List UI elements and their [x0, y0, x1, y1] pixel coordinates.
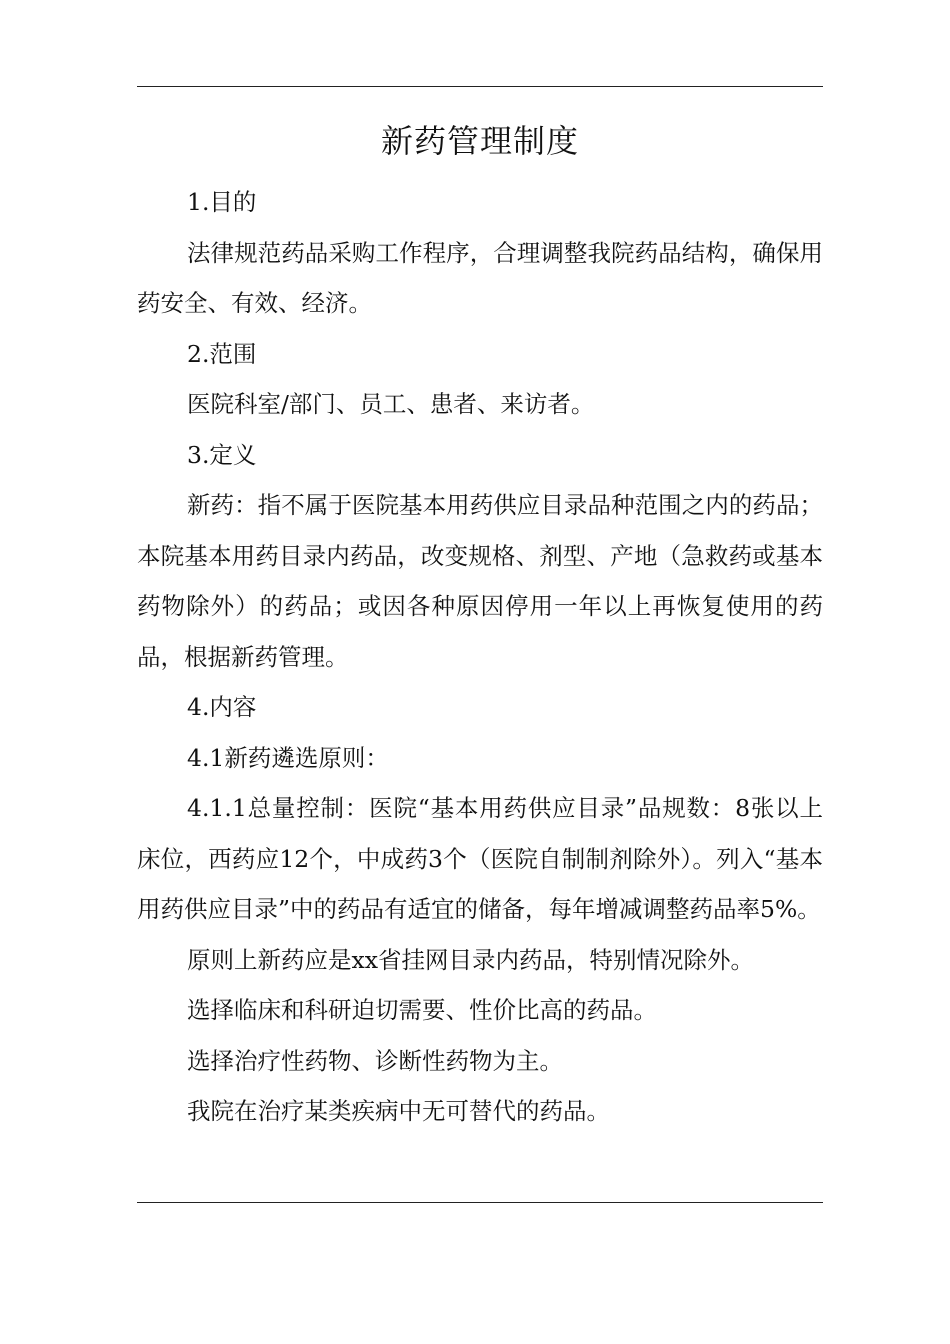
paragraph-clinical-need: 选择临床和科研迫切需要、性价比高的药品。	[187, 996, 657, 1024]
section-heading-definition: 3.定义	[187, 440, 257, 469]
paragraph-total-control: 4.1.1总量控制：医院“基本用药供应目录”品规数：8张以上床位，西药应12个，中成药3个（医院自制制剂除外）。列入“基本用药供应目录”中的药品有适宜的储备，每年增减调整药品率5%。	[137, 794, 823, 923]
paragraph-therapeutic: 选择治疗性药物、诊断性药物为主。	[187, 1046, 563, 1075]
paragraph-principle: 原则上新药应是xx省挂网目录内药品，特别情况除外。	[187, 945, 755, 974]
section-heading-purpose: 1.目的	[187, 188, 257, 216]
header-rule	[137, 86, 823, 87]
document-title: 新药管理制度	[380, 122, 579, 160]
footer-rule	[137, 1202, 823, 1203]
paragraph-irreplaceable: 我院在治疗某类疾病中无可替代的药品。	[187, 1097, 610, 1125]
paragraph-definition: 新药：指不属于医院基本用药供应目录品种范围之内的药品；本院基本用药目录内药品，改变规格、剂型、产地（急救药或基本药物除外）的药品；或因各种原因停用一年以上再恢复使用的药品，根据新药管理。	[137, 491, 823, 671]
paragraph-purpose: 法律规范药品采购工作程序，合理调整我院药品结构，确保用药安全、有效、经济。	[137, 238, 823, 317]
paragraph-scope: 医院科室/部门、员工、患者、来访者。	[187, 390, 595, 418]
subsection-heading-selection: 4.1新药遴选原则：	[187, 743, 389, 772]
section-heading-scope: 2.范围	[187, 339, 257, 368]
section-heading-content: 4.内容	[187, 693, 257, 721]
document-body	[137, 177, 823, 1137]
